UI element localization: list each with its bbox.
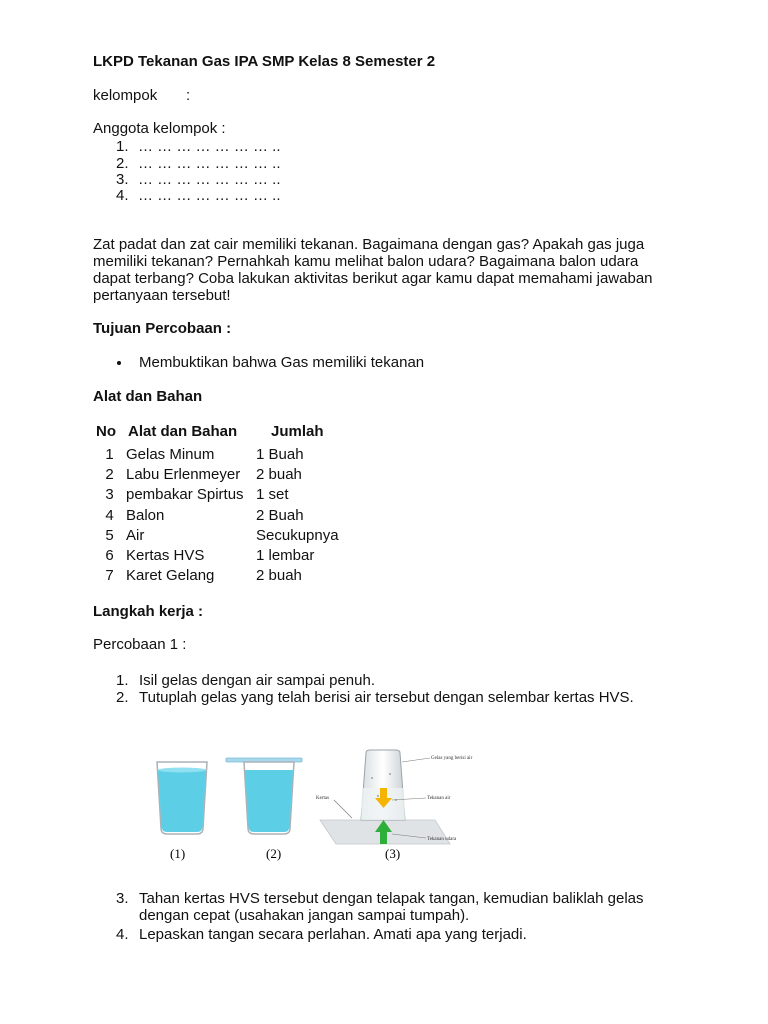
member-item [116, 155, 281, 172]
table-row [93, 464, 339, 484]
figure-label-2: (2) [266, 846, 282, 861]
cell-name: Balon [126, 506, 165, 524]
step-text-continued: dengan cepat (usahakan jangan sampai tumpah). [139, 907, 470, 924]
member-blank: … … … … … … … .. [138, 138, 281, 155]
table-row [93, 485, 339, 505]
cell-no: 1 [105, 445, 114, 463]
experiment-figure [140, 748, 480, 868]
glass-inverted [316, 750, 473, 844]
table-row [93, 525, 339, 545]
purpose-item: Membuktikan bahwa Gas memiliki tekanan [139, 354, 425, 371]
procedure-heading: Langkah kerja : [93, 603, 204, 620]
table-row [93, 444, 339, 464]
step-number: 2. [116, 689, 129, 706]
cell-name: Kertas HVS [126, 547, 205, 565]
step-item [116, 926, 527, 943]
step-number: 4. [116, 926, 129, 943]
water-fill [245, 770, 293, 832]
member-blank: … … … … … … … .. [138, 187, 281, 204]
cell-qty: 2 buah [256, 465, 302, 483]
member-item [116, 171, 281, 188]
column-header-qty: Jumlah [271, 422, 324, 440]
purpose-heading: Tujuan Percobaan : [93, 320, 232, 337]
table-header-row [93, 422, 339, 444]
group-colon: : [186, 87, 191, 104]
step-text: Tahan kertas HVS tersebut dengan telapak tangan, kemudian baliklah gelas [139, 890, 644, 907]
bullet-icon [117, 361, 121, 365]
step-text: Tutuplah gelas yang telah berisi air tersebut dengan selembar kertas HVS. [139, 689, 634, 706]
materials-table [93, 422, 339, 586]
member-number: 1. [116, 138, 129, 155]
column-header-name: Alat dan Bahan [128, 422, 238, 440]
cell-no: 4 [105, 506, 114, 524]
cell-qty: Secukupnya [256, 526, 339, 544]
cell-no: 6 [105, 547, 114, 565]
member-number: 4. [116, 187, 129, 204]
step-number: 1. [116, 672, 129, 689]
materials-heading: Alat dan Bahan [93, 388, 203, 405]
table-row [93, 505, 339, 525]
cell-qty: 2 buah [256, 567, 302, 585]
step-item [116, 890, 644, 907]
members-label: Anggota kelompok : [93, 120, 226, 137]
cell-name: Labu Erlenmeyer [126, 465, 241, 483]
step-text: Lepaskan tangan secara perlahan. Amati apa yang terjadi. [139, 926, 527, 943]
glass-full-water [157, 762, 207, 834]
group-label: kelompok [93, 87, 158, 104]
step-item [116, 689, 634, 706]
annotation-air-pressure: Tekanan udara [427, 837, 457, 842]
table-row [93, 566, 339, 586]
member-item [116, 138, 281, 155]
member-number: 2. [116, 155, 129, 172]
annotation-water-pressure: Tekanan air [427, 796, 451, 801]
step-number: 3. [116, 890, 129, 907]
column-header-no: No [96, 422, 116, 440]
cell-no: 5 [105, 526, 114, 544]
member-item [116, 187, 281, 204]
annotation-paper: Kertas [316, 796, 330, 801]
cell-name: Air [126, 526, 145, 544]
annotation-glass: Gelas yang berisi air [431, 756, 473, 761]
cell-no: 3 [105, 486, 114, 504]
cell-qty: 1 Buah [256, 445, 304, 463]
cell-qty: 1 set [256, 486, 289, 504]
figure-label-1: (1) [170, 846, 186, 861]
cell-qty: 1 lembar [256, 547, 315, 565]
intro-line: pertanyaan tersebut! [93, 287, 231, 304]
intro-line: Zat padat dan zat cair memiliki tekanan. Bagaimana dengan gas? Apakah gas juga [93, 236, 645, 253]
member-number: 3. [116, 171, 129, 188]
cell-name: Gelas Minum [126, 445, 215, 463]
intro-line: dapat terbang? Coba lakukan aktivitas berikut agar kamu dapat memahami jawaban [93, 270, 653, 287]
cell-no: 7 [105, 567, 114, 585]
intro-line: memiliki tekanan? Pernahkah kamu melihat balon udara? Bagaimana balon udara [93, 253, 639, 270]
member-blank: … … … … … … … .. [138, 155, 281, 172]
step-item [116, 672, 375, 689]
cell-no: 2 [105, 465, 114, 483]
cell-name: Karet Gelang [126, 567, 215, 585]
step-text: Isil gelas dengan air sampai penuh. [139, 672, 375, 689]
cell-name: pembakar Spirtus [126, 486, 244, 504]
page-title: LKPD Tekanan Gas IPA SMP Kelas 8 Semester 2 [93, 53, 436, 70]
water-fill [158, 770, 206, 832]
experiment-label: Percobaan 1 : [93, 636, 187, 653]
glass-with-paper [226, 758, 302, 834]
cell-qty: 2 Buah [256, 506, 304, 524]
figure-label-3: (3) [385, 846, 401, 861]
table-row [93, 545, 339, 565]
member-blank: … … … … … … … .. [138, 171, 281, 188]
